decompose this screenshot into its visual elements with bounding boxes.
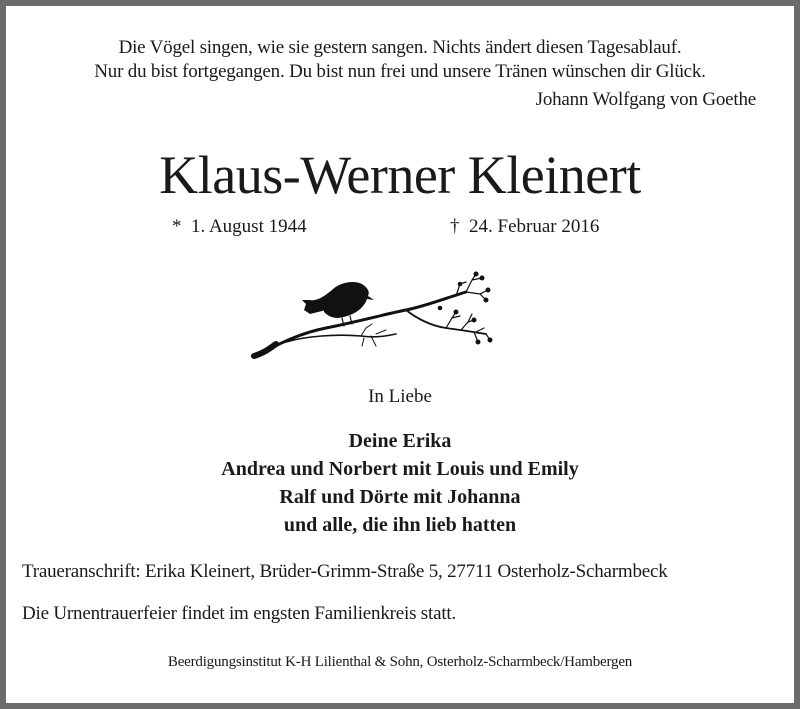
birth-asterisk-icon: *: [172, 216, 182, 237]
obituary-card: [6, 6, 794, 703]
dagger-icon: †: [450, 216, 460, 237]
birth-date: [172, 216, 307, 238]
mourners-list: [6, 427, 794, 539]
death-date-text: 24. Februar 2016: [469, 216, 600, 237]
mourner-line: Deine Erika: [348, 430, 452, 452]
mourner-line: Andrea und Norbert mit Louis und Emily: [221, 458, 579, 480]
birth-date-text: 1. August 1944: [191, 216, 307, 237]
deceased-name: Klaus-Werner Kleinert: [159, 145, 641, 205]
mourner-line: und alle, die ihn lieb hatten: [283, 514, 517, 536]
mourner-line: Ralf und Dörte mit Johanna: [279, 486, 521, 508]
quote-author: Johann Wolfgang von Goethe: [535, 89, 756, 110]
in-liebe-heading: In Liebe: [368, 386, 432, 407]
bird-on-branch-icon: [246, 264, 496, 364]
quote-line-1: Die Vögel singen, wie sie gestern sangen. Nichts ändert diesen Tagesablauf.: [118, 37, 682, 58]
undertaker-credit: Beerdigungsinstitut K-H Lilienthal & Sohn, Osterholz-Scharmbeck/Hambergen: [167, 654, 633, 670]
quote-line-2: Nur du bist fortgegangen. Du bist nun frei und unsere Tränen wünschen dir Glück.: [94, 61, 706, 82]
death-date: [450, 216, 599, 238]
ceremony-note: Die Urnentrauerfeier findet im engsten Familienkreis statt.: [22, 603, 457, 624]
quote-block: [6, 36, 794, 112]
mourning-address: Traueranschrift: Erika Kleinert, Brüder-Grimm-Straße 5, 27711 Osterholz-Scharmbeck: [22, 561, 668, 582]
